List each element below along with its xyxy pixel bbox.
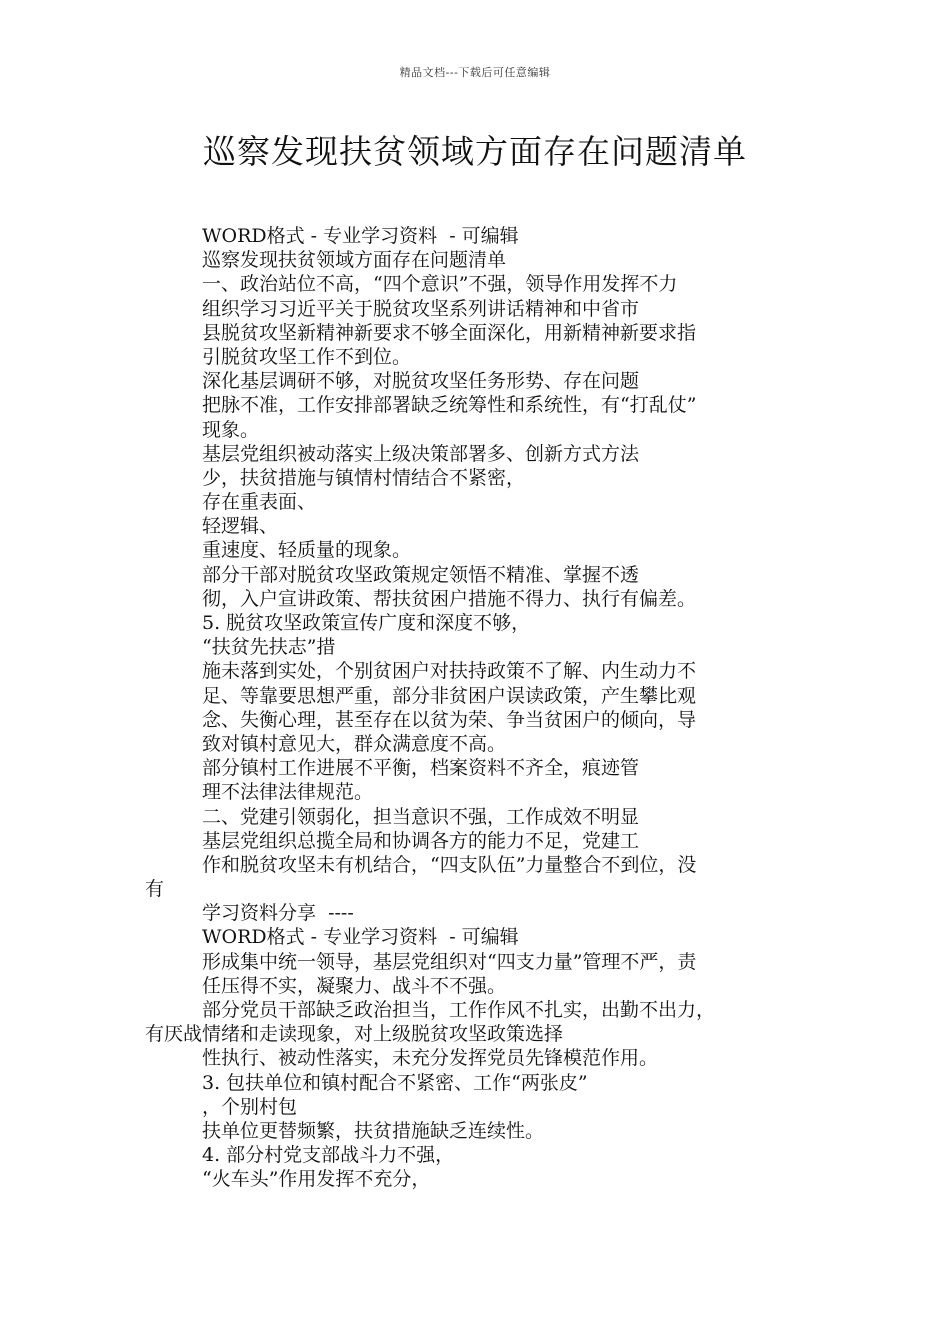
text-line: 致对镇村意见大，群众满意度不高。 — [202, 732, 507, 755]
text-line: 基层党组织被动落实上级决策部署多、创新方式方法 — [202, 442, 640, 465]
text-line: 有厌战情绪和走读现象，对上级脱贫攻坚政策选择 — [145, 1023, 564, 1046]
text-line: 学习资料分享 ---- — [202, 902, 354, 925]
text-line: 组织学习习近平关于脱贫攻坚系列讲话精神和中省市 — [202, 297, 640, 320]
text-line: 二、党建引领弱化，担当意识不强，工作成效不明显 — [202, 805, 640, 828]
text-line: 有 — [145, 878, 165, 901]
text-line: WORD格式 - 专业学习资料 - 可编辑 — [202, 926, 519, 949]
text-line: 3. 包扶单位和镇村配合不紧密、工作“两张皮” — [202, 1071, 588, 1094]
text-line: ，个别村包 — [202, 1095, 298, 1118]
header-note: 精品文档---下载后可任意编辑 — [399, 66, 551, 79]
text-line: 少，扶贫措施与镇情村情结合不紧密， — [202, 466, 526, 489]
text-line: 性执行、被动性落实，未充分发挥党员先锋模范作用。 — [202, 1047, 659, 1070]
text-line: 重速度、轻质量的现象。 — [202, 539, 412, 562]
text-line: 4. 部分村党支部战斗力不强， — [202, 1144, 455, 1167]
text-line: 施未落到实处，个别贫困户对扶持政策不了解、内生动力不 — [202, 660, 697, 683]
text-line: 一、政治站位不高，“四个意识”不强，领导作用发挥不力 — [202, 273, 678, 296]
text-line: 县脱贫攻坚新精神新要求不够全面深化，用新精神新要求指 — [202, 321, 697, 344]
text-line: 彻，入户宣讲政策、帮扶贫困户措施不得力、执行有偏差。 — [202, 587, 697, 610]
text-line: 足、等靠要思想严重，部分非贫困户误读政策，产生攀比观 — [202, 684, 697, 707]
text-line: 任压得不实，凝聚力、战斗不不强。 — [202, 974, 507, 997]
text-line: 存在重表面、 — [202, 491, 317, 514]
text-line: 引脱贫攻坚工作不到位。 — [202, 345, 412, 368]
text-line: “扶贫先扶志”措 — [202, 636, 336, 659]
text-line: 部分党员干部缺乏政治担当，工作作风不扎实，出勤不出力， — [202, 999, 716, 1021]
text-line: 巡察发现扶贫领域方面存在问题清单 — [202, 249, 507, 272]
text-line: WORD格式 - 专业学习资料 - 可编辑 — [202, 225, 519, 247]
text-line: 基层党组织总揽全局和协调各方的能力不足，党建工 — [202, 829, 640, 852]
document-body — [145, 224, 815, 1192]
text-line: 轻逻辑、 — [202, 515, 279, 538]
text-line: 作和脱贫攻坚未有机结合，“四支队伍”力量整合不到位，没 — [202, 853, 697, 876]
text-line: 形成集中统一领导，基层党组织对“四支力量”管理不严，责 — [202, 950, 697, 973]
text-line: 理不法律法律规范。 — [202, 781, 374, 804]
text-line: “火车头”作用发挥不充分， — [202, 1168, 431, 1191]
text-line: 5. 脱贫攻坚政策宣传广度和深度不够， — [202, 612, 531, 634]
text-line: 现象。 — [202, 418, 260, 441]
text-line: 部分干部对脱贫攻坚政策规定领悟不精准、掌握不透 — [202, 563, 640, 586]
text-line: 把脉不准，工作安排部署缺乏统筹性和系统性，有“打乱仗” — [202, 394, 697, 417]
text-line: 扶单位更替频繁，扶贫措施缺乏连续性。 — [202, 1119, 545, 1142]
text-line: 深化基层调研不够，对脱贫攻坚任务形势、存在问题 — [202, 370, 640, 393]
text-line: 念、失衡心理，甚至存在以贫为荣、争当贫困户的倾向，导 — [202, 708, 697, 731]
document-title: 巡察发现扶贫领域方面存在问题清单 — [203, 132, 747, 171]
text-line: 部分镇村工作进展不平衡，档案资料不齐全，痕迹管 — [202, 757, 640, 780]
